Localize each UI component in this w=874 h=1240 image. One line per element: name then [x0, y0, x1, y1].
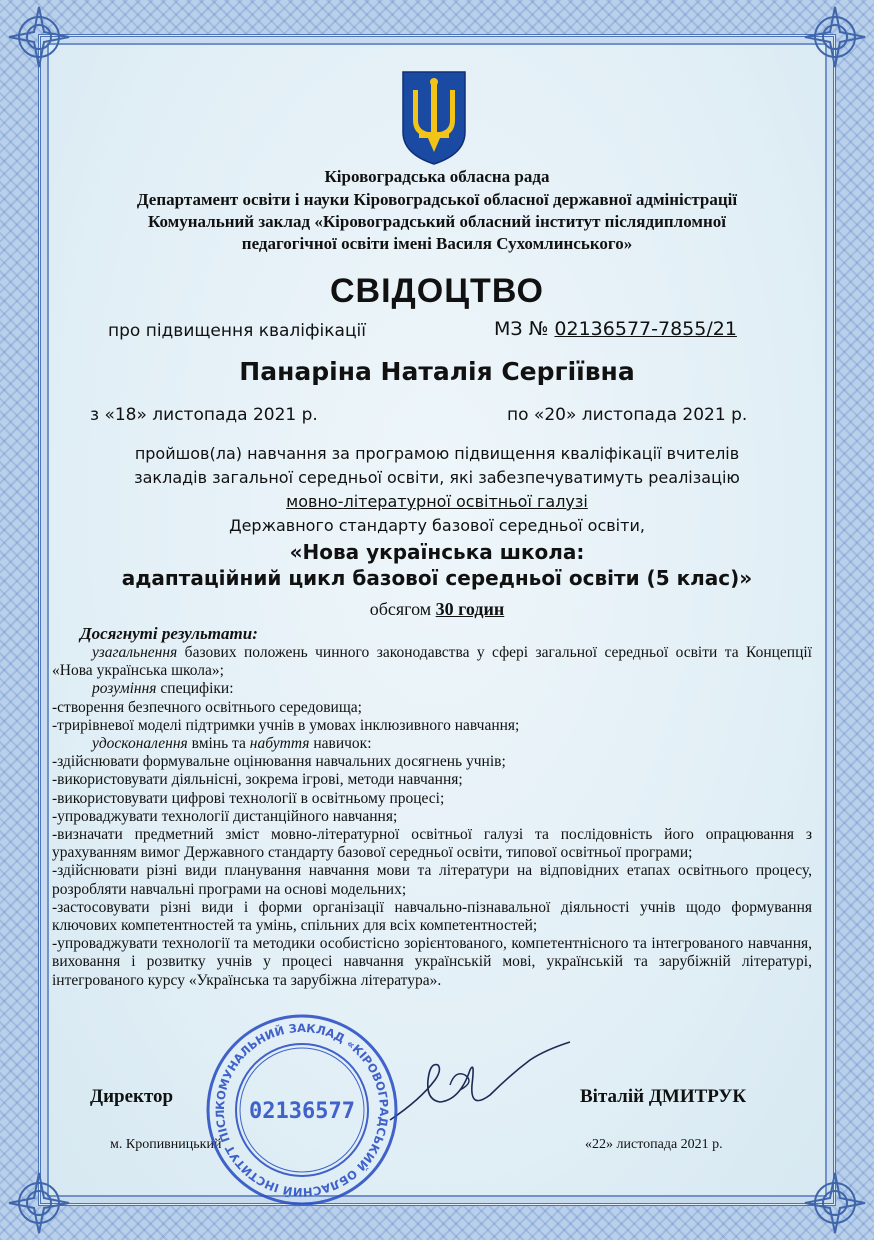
official-seal — [204, 1012, 400, 1208]
result-item: -використовувати цифрові технології в освітньому процесі; — [52, 789, 445, 807]
volume-hours: 30 годин — [435, 599, 505, 619]
signatory-name: Віталій ДМИТРУК — [580, 1086, 747, 1107]
result-item: -визначати предметний зміст мовно-літературної освітньої галузі та послідовність його опрацювання з урахуванням вимог Державного стандарту базової середньої освіти, типової освітньої програми; — [52, 826, 812, 862]
document-subtitle: про підвищення кваліфікації — [108, 321, 366, 341]
volume — [0, 599, 874, 620]
program-title-line2: адаптаційний цикл базової середньої освіти (5 клас)» — [121, 566, 753, 590]
seal-code: 02136577 — [249, 1099, 355, 1124]
body-line: закладів загальної середньої освіти, які забезпечуватимуть реалізацію — [134, 468, 740, 487]
issue-city: м. Кропивницький — [110, 1137, 222, 1152]
date-to: по «20» листопада 2021 р. — [507, 405, 748, 425]
result-keyword: удосконалення — [92, 735, 188, 753]
volume-label: обсягом — [369, 599, 432, 619]
result-item: -упроваджувати технології дистанційного навчання; — [52, 807, 398, 825]
result-item: -створення безпечного освітнього середовища; — [52, 698, 362, 716]
signatory-role: Директор — [90, 1086, 174, 1107]
signature-image — [380, 1040, 580, 1130]
results-heading: Досягнуті результати: — [80, 624, 258, 643]
result-keyword: узагальнення — [92, 644, 178, 661]
document-title: СВІДОЦТВО — [330, 272, 544, 310]
result-text: специфіки: — [156, 680, 234, 698]
body-line: пройшов(ла) навчання за програмою підвищення кваліфікації вчителів — [134, 444, 740, 463]
education-area-text: мовно-літературної освітньої галузі — [286, 492, 588, 511]
result-text: вмінь та — [187, 735, 250, 753]
result-keyword: розуміння — [92, 680, 157, 698]
result-item: -здійснювати різні види планування навчання мови та літератури на відповідних етапах освітнього процесу, розробляти навчальні програми на основі модельних; — [52, 862, 812, 898]
seal-ring-text: КОМУНАЛЬНИЙ ЗАКЛАД «КІРОВОГРАДСЬКИЙ ОБЛАСНИЙ ІНСТИТУТ ПІСЛ — [212, 1020, 392, 1200]
result-item: -упроваджувати технології та методики особистісно зорієнтованого, компетентнісного та інтегрованого навчання, виховання і розвитку учнів у процесі навчання українській мові, українській та зарубіжній літературі, інтегрованого курсу «Українська та зарубіжна література». — [52, 935, 812, 989]
number-value: 02136577-7855/21 — [554, 318, 737, 340]
issuer-council: Кіровоградська обласна рада — [324, 167, 550, 186]
issuer-institute-line1: Комунальний заклад «Кіровоградський обласний інститут післядипломної — [148, 212, 726, 231]
coat-of-arms-icon — [401, 70, 467, 166]
body-line: Державного стандарту базової середньої освіти, — [229, 516, 645, 535]
issue-date: «22» листопада 2021 р. — [585, 1137, 723, 1152]
education-area — [60, 490, 814, 514]
program-title-line1: «Нова українська школа: — [289, 540, 585, 564]
result-item: -використовувати діяльнісні, зокрема ігрові, методи навчання; — [52, 771, 463, 789]
result-paragraph — [52, 644, 812, 680]
date-from: з «18» листопада 2021 р. — [90, 405, 318, 425]
result-item: -трирівневої моделі підтримки учнів в умовах інклюзивного навчання; — [52, 716, 520, 734]
result-text: базових положень чинного законодавства у сфері загальної середньої освіти та Концепції «Нова українська школа»; — [52, 644, 812, 680]
certificate-number — [494, 318, 737, 340]
number-prefix: МЗ № — [494, 318, 549, 340]
issuer-department: Департамент освіти і науки Кіровоградської обласної державної адміністрації — [136, 190, 738, 209]
result-keyword: набуття — [249, 735, 310, 753]
result-paragraph — [52, 735, 812, 753]
result-text: навичок: — [309, 735, 372, 753]
result-item: -застосовувати різні види і форми організації навчально-пізнавальної діяльності учнів щодо формування ключових компетентностей та умінь, спільних для всіх компетентностей; — [52, 898, 812, 935]
results-list — [52, 644, 812, 990]
issuer-institute-line2: педагогічної освіти імені Василя Сухомлинського» — [241, 234, 633, 253]
recipient-name: Панаріна Наталія Сергіївна — [239, 357, 635, 386]
result-item: -здійснювати формувальне оцінювання навчальних досягнень учнів; — [52, 753, 506, 771]
result-paragraph — [52, 680, 812, 698]
